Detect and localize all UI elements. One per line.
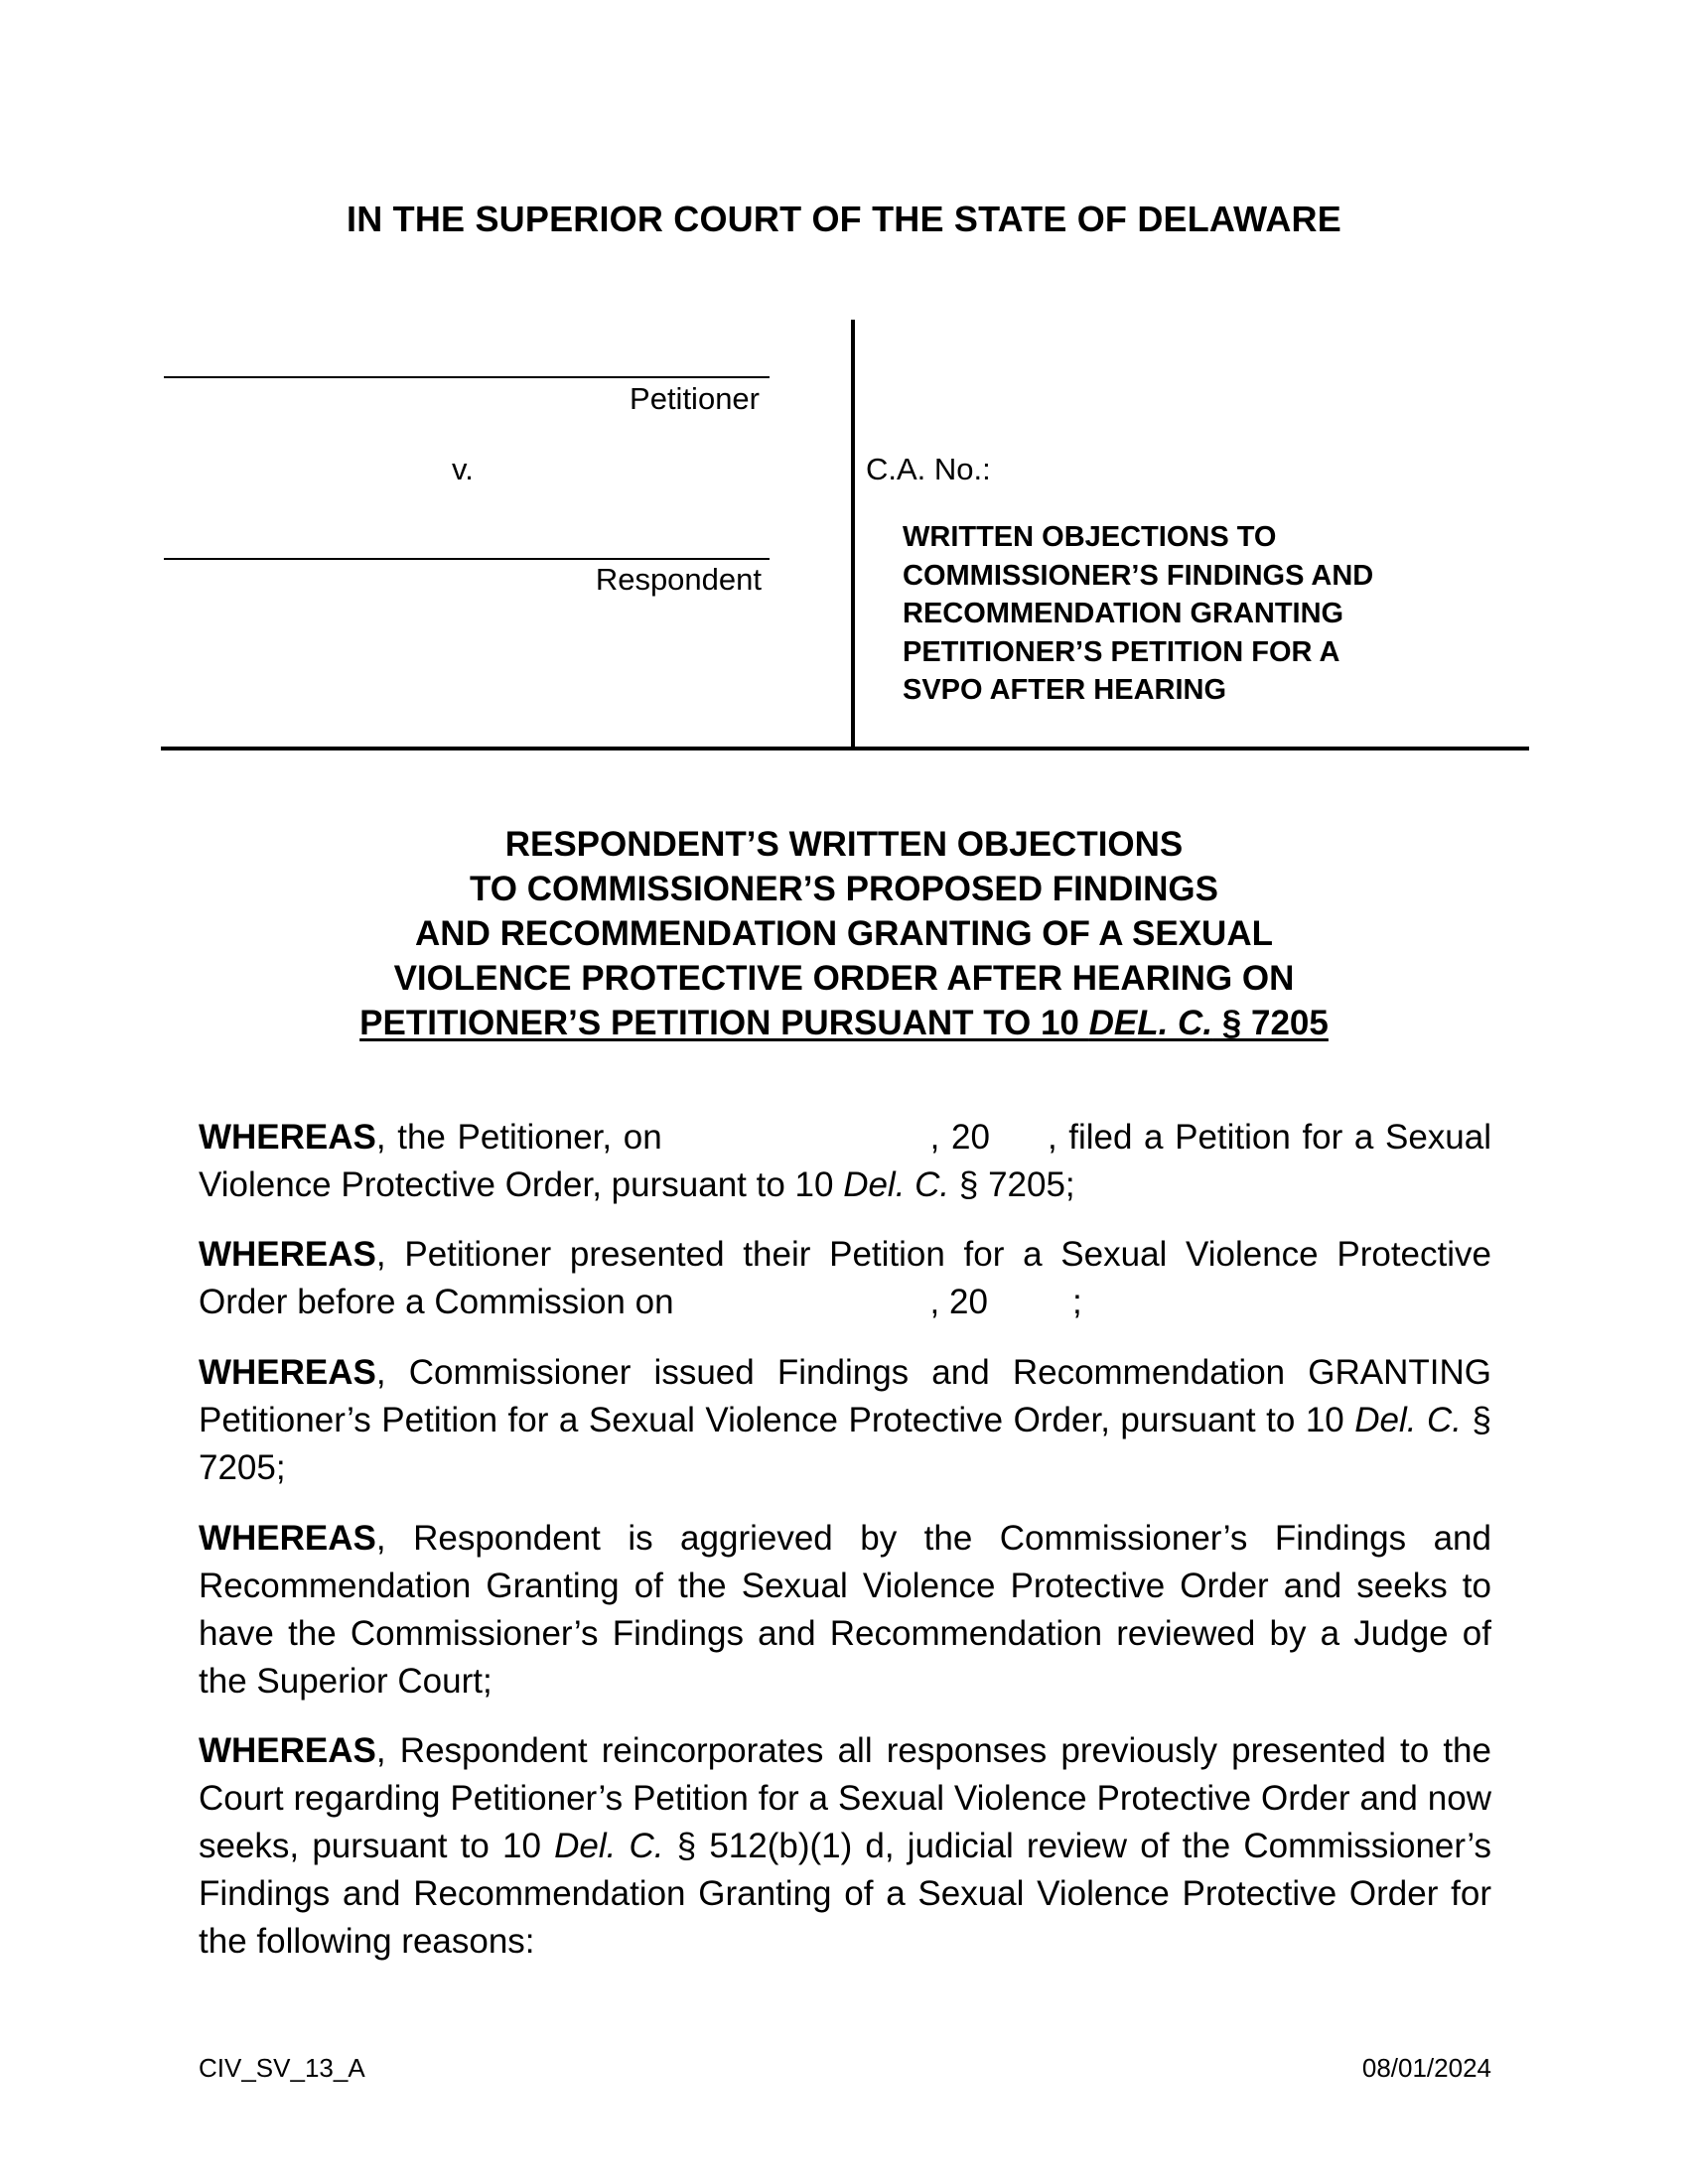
versus-label: v. [452, 452, 474, 486]
caption-title-line: WRITTEN OBJECTIONS TO [903, 521, 1277, 553]
petitioner-label: Petitioner [630, 381, 760, 416]
caption-divider [851, 320, 855, 749]
heading-line: AND RECOMMENDATION GRANTING OF A SEXUAL [415, 914, 1273, 953]
caption-document-title [903, 518, 1373, 710]
heading-line: TO COMMISSIONER’S PROPOSED FINDINGS [470, 870, 1218, 908]
respondent-label: Respondent [595, 562, 762, 597]
heading-underlined-line: PETITIONER’S PETITION PURSUANT TO 10 DEL. C. § 7205 [359, 1004, 1329, 1042]
form-code: CIV_SV_13_A [199, 2053, 365, 2083]
petitioner-name-line[interactable] [164, 376, 770, 378]
form-date: 08/01/2024 [1361, 2053, 1491, 2083]
heading-line: RESPONDENT’S WRITTEN OBJECTIONS [504, 825, 1184, 864]
whereas-paragraph-4: WHEREAS, Respondent is aggrieved by the Commissioner’s Findings and Recommendation Granting of the Sexual Violence Protective Order and seeks to have the Commissioner’s Findings and Recommendation reviewed by a Judge of the Superior Court; [199, 1519, 1491, 1701]
heading-line: VIOLENCE PROTECTIVE ORDER AFTER HEARING ON [393, 959, 1295, 998]
caption-title-line: PETITIONER’S PETITION FOR A [903, 635, 1340, 668]
whereas-paragraph-3: WHEREAS, Commissioner issued Findings and Recommendation GRANTING Petitioner’s Petition for a Sexual Violence Protective Order, pursuant to 10 Del. C. § 7205; [199, 1353, 1491, 1487]
heading-line [0, 1001, 1688, 1045]
case-number-label: C.A. No.: [866, 452, 991, 486]
respondent-name-line[interactable] [164, 558, 770, 560]
whereas-paragraph-1: WHEREAS, the Petitioner, on , 20 , filed a Petition for a Sexual Violence Protective Order, pursuant to 10 Del. C. § 7205; [199, 1118, 1492, 1204]
caption-title-line: RECOMMENDATION GRANTING [903, 598, 1344, 629]
caption-bottom-rule [161, 747, 1529, 751]
caption-title-line: COMMISSIONER’S FINDINGS AND [903, 559, 1374, 592]
whereas-paragraph-5: WHEREAS, Respondent reincorporates all responses previously presented to the Court regarding Petitioner’s Petition for a Sexual Violence Protective Order and now seeks, pursuant to 10 Del. C. § 512(b)(1) d, judicial review of the Commissioner’s Findings and Recommendation Granting of a Sexual Violence Protective Order for the following reasons: [199, 1731, 1491, 1961]
caption-title-line: SVPO AFTER HEARING [903, 674, 1227, 706]
document-heading [0, 822, 1688, 1045]
whereas-paragraph-2: WHEREAS, Petitioner presented their Petition for a Sexual Violence Protective Order before a Commission on , 20 ; [199, 1235, 1491, 1321]
court-title: IN THE SUPERIOR COURT OF THE STATE OF DELAWARE [347, 199, 1341, 239]
